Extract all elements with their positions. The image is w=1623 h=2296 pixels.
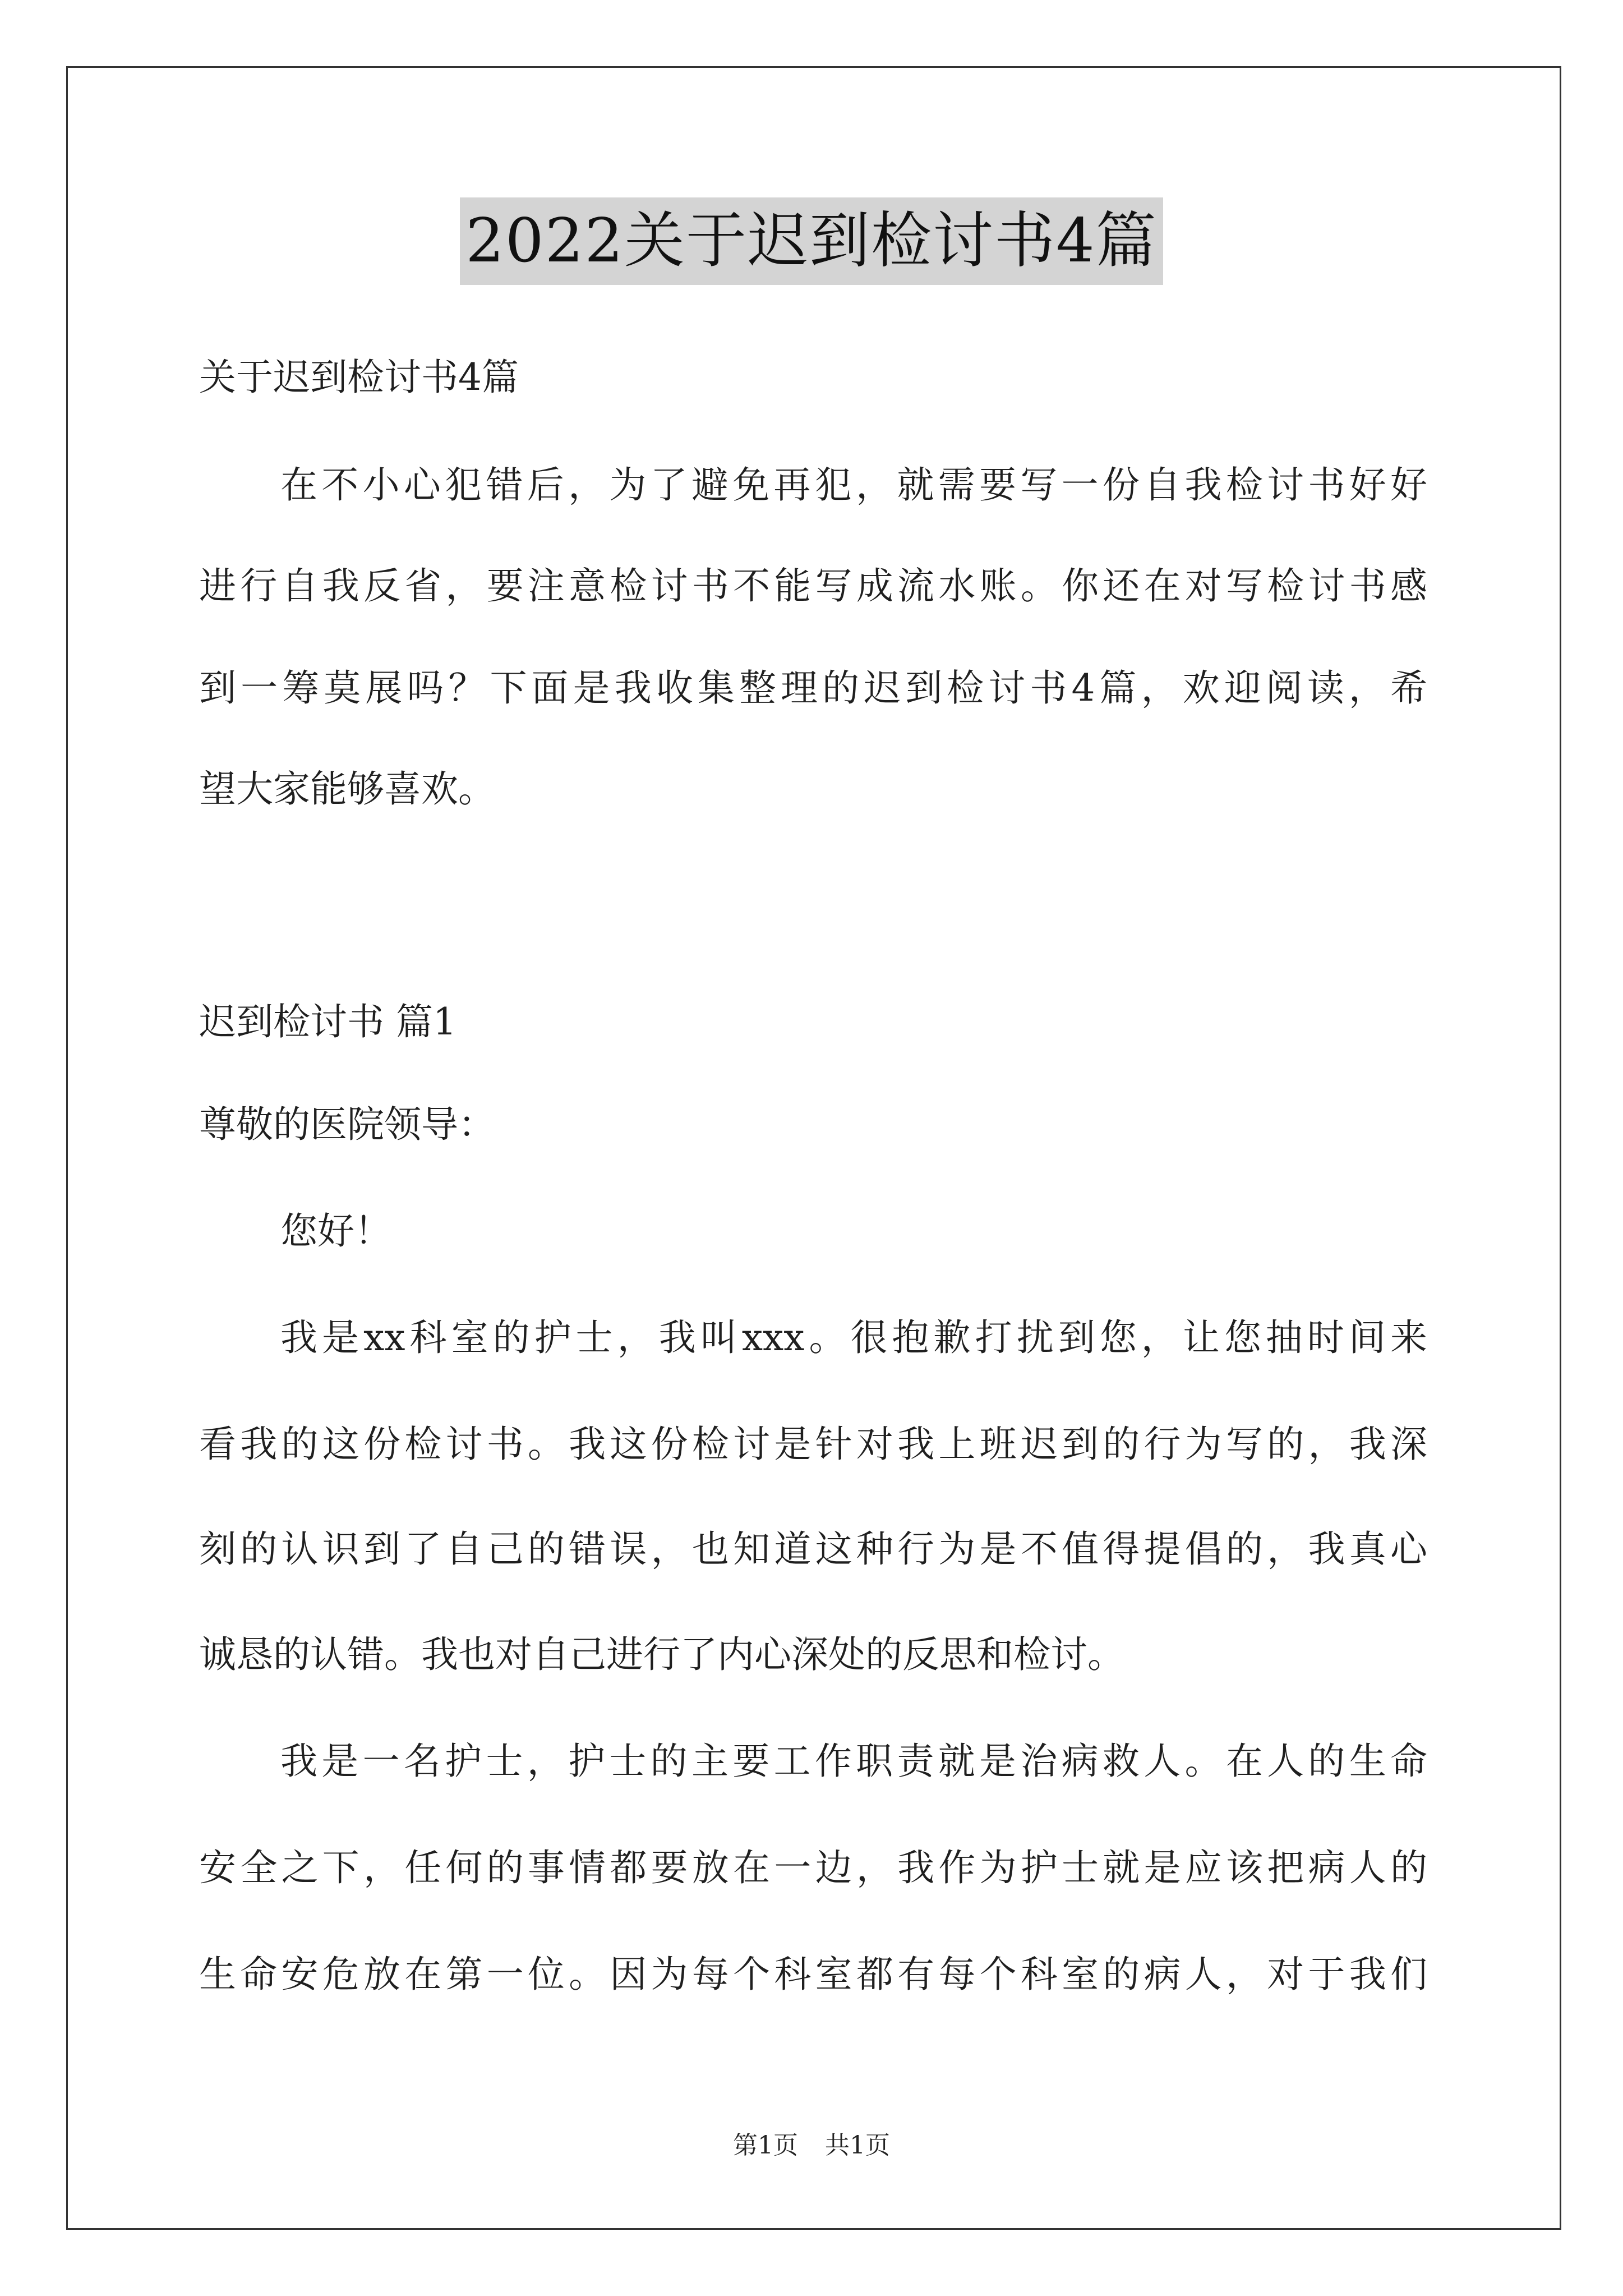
page-footer [0, 2129, 1623, 2162]
body-line: 生命安危放在第一位。因为每个科室都有每个科室的病人，对于我们 [199, 1953, 1427, 1996]
page-number: 第1页 [733, 2131, 798, 2160]
intro-line: 到一筹莫展吗？下面是我收集整理的迟到检讨书4篇，欢迎阅读，希 [199, 666, 1427, 710]
body-line: 诚恳的认错。我也对自己进行了内心深处的反思和检讨。 [199, 1633, 1124, 1676]
body-line: 安全之下，任何的事情都要放在一边，我作为护士就是应该把病人的 [199, 1846, 1427, 1889]
document-title: 2022关于迟到检讨书4篇 [460, 197, 1163, 285]
intro-line: 望大家能够喜欢。 [199, 767, 495, 811]
section-heading: 迟到检讨书 篇1 [199, 1000, 457, 1043]
document-subtitle: 关于迟到检讨书4篇 [199, 356, 519, 399]
salutation: 尊敬的医院领导： [199, 1103, 495, 1146]
intro-line: 在不小心犯错后，为了避免再犯，就需要写一份自我检讨书好好 [280, 463, 1427, 507]
body-line: 看我的这份检讨书。我这份检讨是针对我上班迟到的行为写的，我深 [199, 1423, 1427, 1466]
page-total: 共1页 [825, 2131, 890, 2160]
intro-line: 进行自我反省，要注意检讨书不能写成流水账。你还在对写检讨书感 [199, 564, 1427, 608]
body-line: 我是xx科室的护士，我叫xxx。很抱歉打扰到您，让您抽时间来 [280, 1316, 1427, 1359]
title-container [0, 197, 1623, 285]
body-line: 刻的认识到了自己的错误，也知道这种行为是不值得提倡的，我真心 [199, 1527, 1427, 1571]
greeting: 您好！ [280, 1209, 391, 1253]
body-line: 我是一名护士，护士的主要工作职责就是治病救人。在人的生命 [280, 1740, 1427, 1783]
